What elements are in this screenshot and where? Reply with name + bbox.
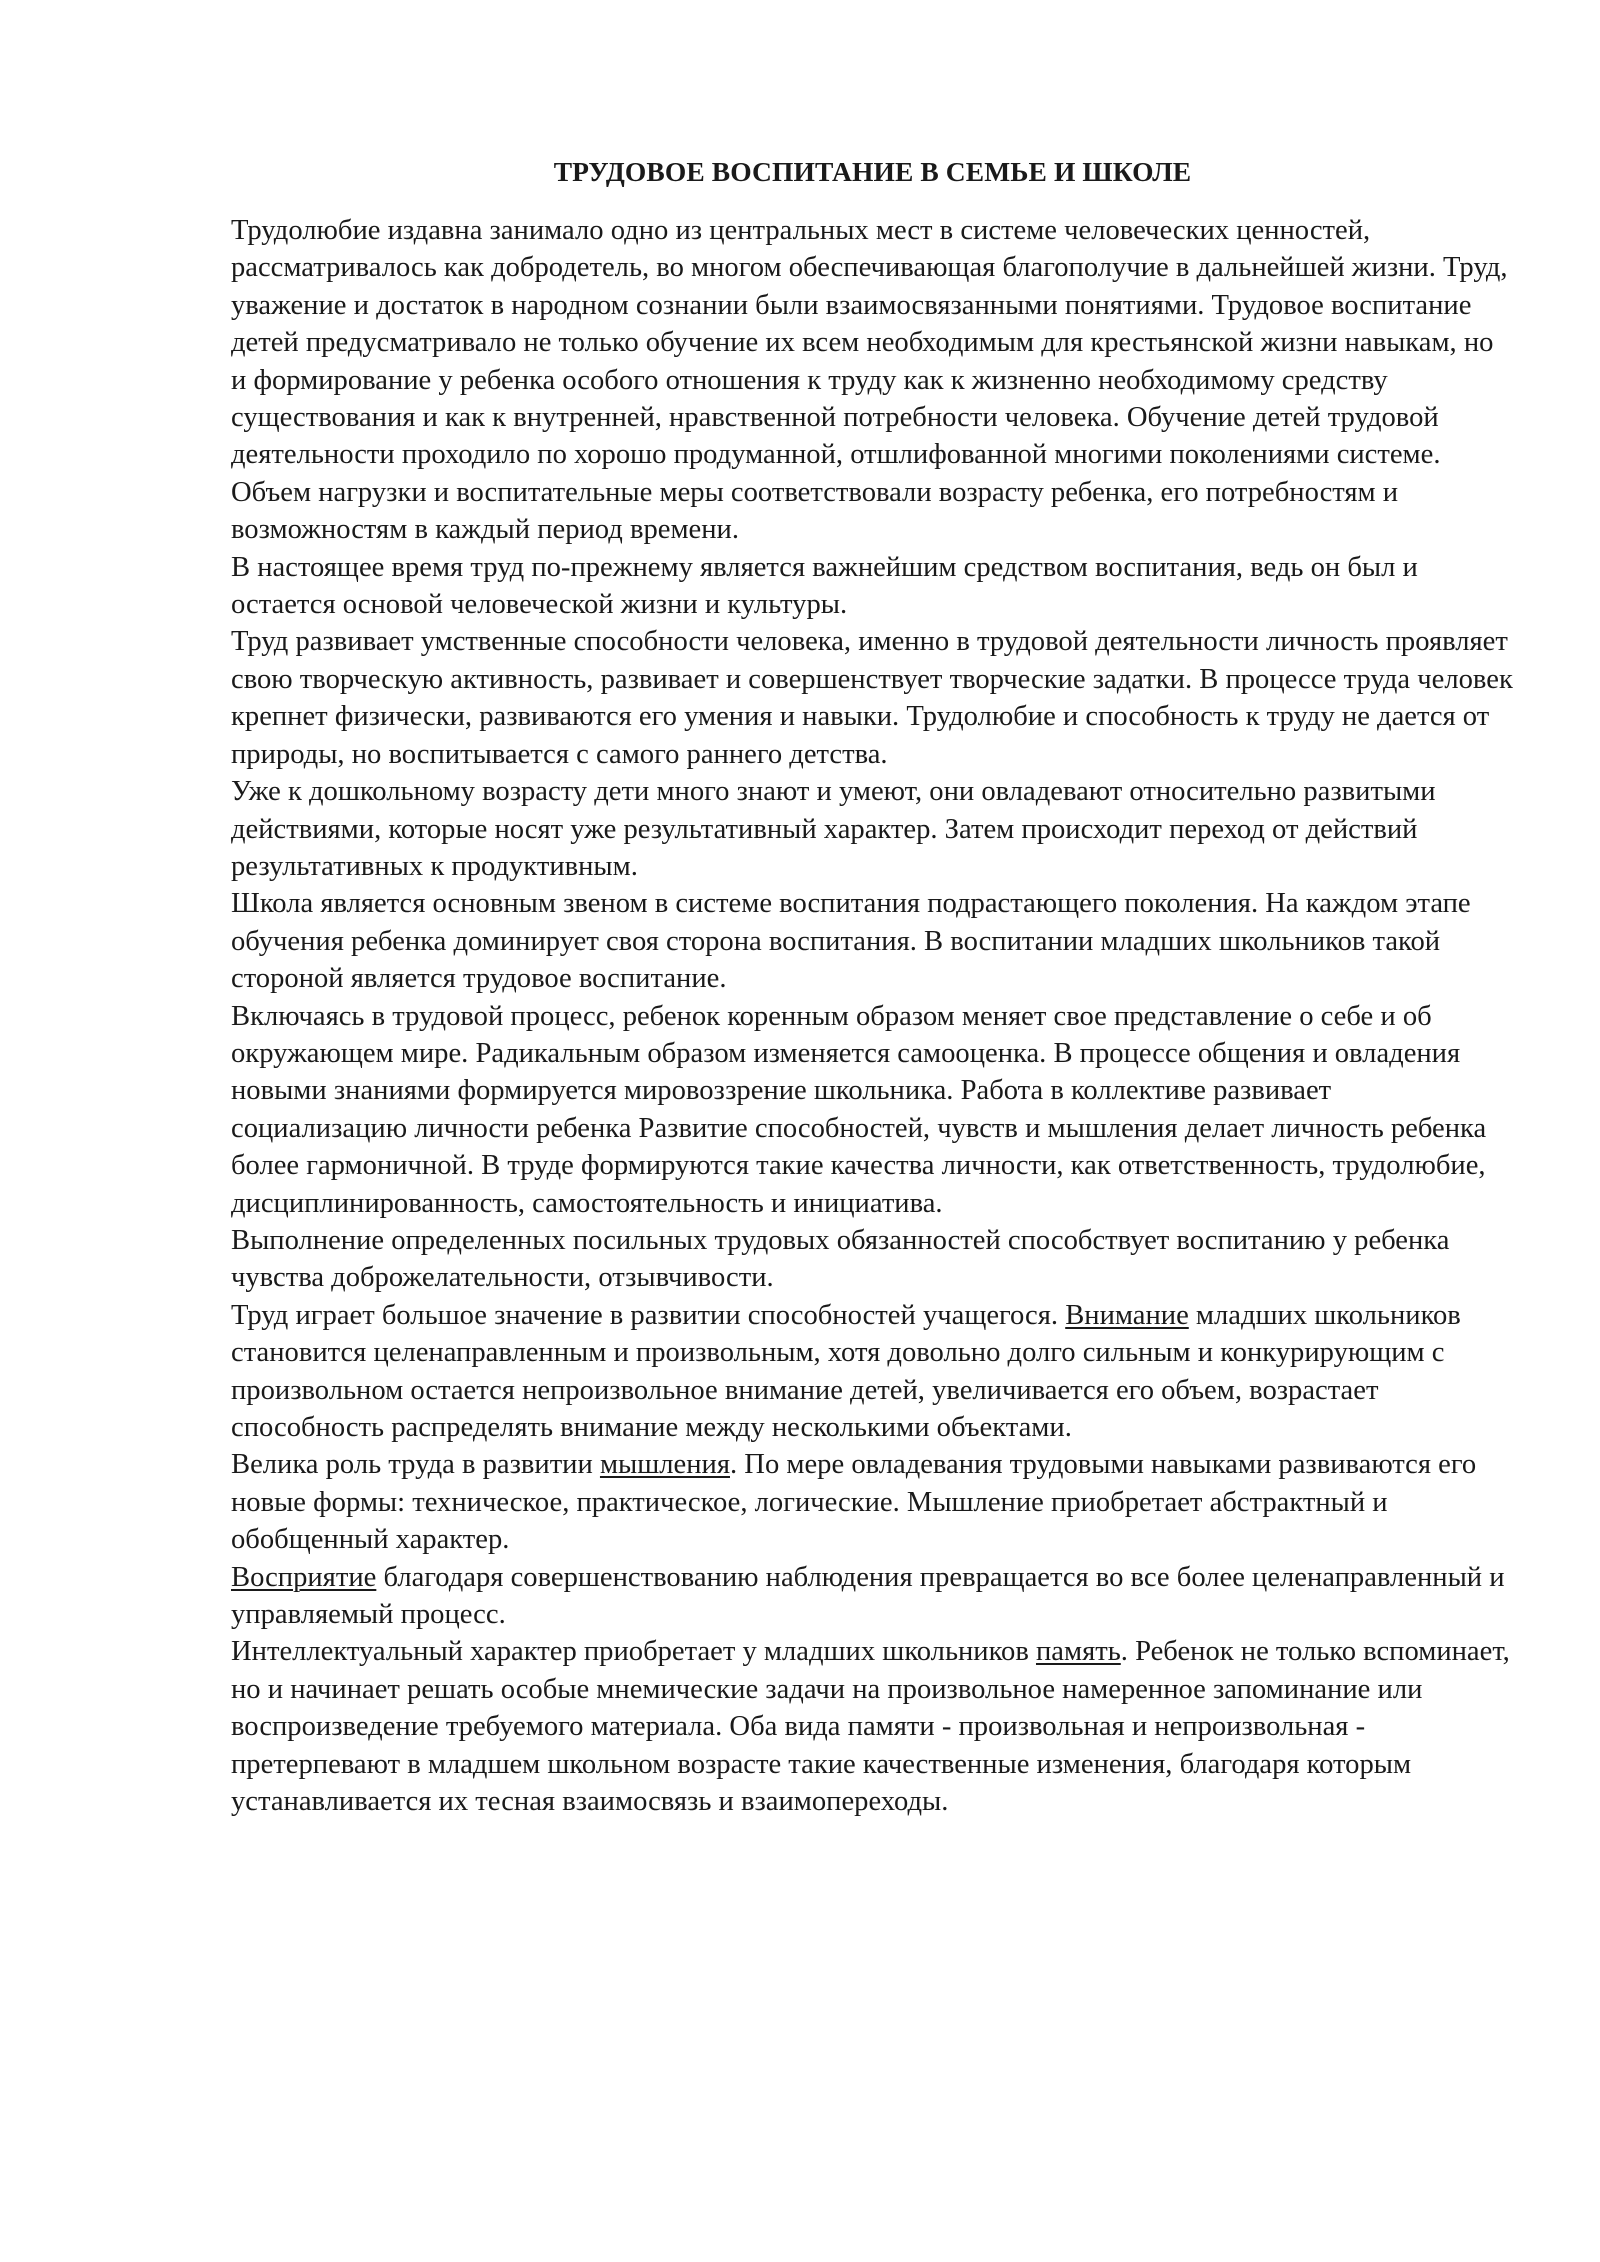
paragraph-11 [231,1633,1514,1820]
paragraph-3: Труд развивает умственные способности человека, именно в трудовой деятельности личность проявляет свою творческую активность, развивает и совершенствует творческие задатки. В процессе труда человек крепнет физически, развиваются его умения и навыки. Трудолюбие и способность к труду не дается от природы, но воспитывается с самого раннего детства. [231,626,1513,770]
paragraph-4: Уже к дошкольному возрасту дети много знают и умеют, они овладевают относительно развитыми действиями, которые носят уже результативный характер. Затем происходит переход от действий результативных к продуктивным. [231,776,1436,882]
document-title: ТРУДОВОЕ ВОСПИТАНИЕ В СЕМЬЕ И ШКОЛЕ [553,156,1192,187]
paragraph-7: Выполнение определенных посильных трудовых обязанностей способствует воспитанию у ребенка чувства доброжелательности, отзывчивости. [231,1224,1450,1294]
paragraph-9-text-before: Велика роль труда в развитии [231,1449,600,1481]
link-myshleniya[interactable]: мышления [599,1449,730,1481]
paragraph-8-text-before: Труд играет большое значение в развитии способностей учащегося. [231,1299,1066,1331]
link-pamyat[interactable]: память [1035,1636,1121,1668]
link-vospriyatie[interactable]: Восприятие [231,1561,377,1593]
link-vnimanie[interactable]: Внимание [1065,1299,1189,1331]
paragraph-9 [231,1446,1514,1558]
paragraph-2: В настоящее время труд по-прежнему является важнейшим средством воспитания, ведь он был и остается основой человеческой жизни и культуры. [231,551,1418,621]
paragraph-1: Трудолюбие издавна занимало одно из центральных мест в системе человеческих ценностей, рассматривалось как добродетель, во многом обеспечивающая благополучие в дальнейшей жизни. Труд, уважение и достаток в народном сознании были взаимосвязанными понятиями. Трудовое воспитание детей предусматривало не только обучение их всем необходимым для крестьянской жизни навыкам, но и формирование у ребенка особого отношения к труду как к жизненно необходимому средству существования и как к внутренней, нравственной потребности человека. Обучение детей трудовой деятельности проходило по хорошо продуманной, отшлифованной многими поколениями системе. Объем нагрузки и воспитательные меры соответствовали возрасту ребенка, его потребностям и возможностям в каждый период времени. [231,215,1508,546]
paragraph-8 [231,1297,1514,1447]
paragraph-5: Школа является основным звеном в системе воспитания подрастающего поколения. На каждом этапе обучения ребенка доминирует своя сторона воспитания. В воспитании младших школьников такой стороной является трудовое воспитание. [231,888,1471,995]
paragraph-6: Включаясь в трудовой процесс, ребенок коренным образом меняет свое представление о себе и об окружающем мире. Радикальным образом изменяется самооценка. В процессе общения и овладения новыми знаниями формируется мировоззрение школьника. Работа в коллективе развивает социализацию личности ребенка Развитие способностей, чувств и мышления делает личность ребенка более гармоничной. В труде формируются такие качества личности, как ответственность, трудолюбие, дисциплинированность, самостоятельность и инициатива. [231,1000,1487,1219]
paragraph-10 [231,1559,1514,1634]
paragraph-11-text-after: . Ребенок не только вспоминает, но и начинает решать особые мнемические задачи на произвольное намеренное запоминание или воспроизведение требуемого материала. Оба вида памяти - произвольная и непроизвольная - претерпевают в младшем школьном возрасте такие качественные изменения, благодаря которым устанавливается их тесная взаимосвязь и взаимопереходы. [231,1636,1510,1818]
paragraph-10-text-after: благодаря совершенствованию наблюдения превращается во все более целенаправленный и управляемый процесс. [231,1561,1505,1631]
paragraph-8-text-after: младших школьников становится целенаправленным и произвольным, хотя довольно долго сильным и конкурирующим с произвольном остается непроизвольное внимание детей, увеличивается его объем, возрастает способность распределять внимание между несколькими объектами. [231,1299,1461,1443]
document-body [231,152,1514,1820]
paragraph-9-text-after: . По мере овладевания трудовыми навыками развиваются его новые формы: техническое, практическое, логические. Мышление приобретает абстрактный и обобщенный характер. [231,1449,1477,1556]
paragraph-11-text-before: Интеллектуальный характер приобретает у младших школьников [231,1636,1036,1668]
